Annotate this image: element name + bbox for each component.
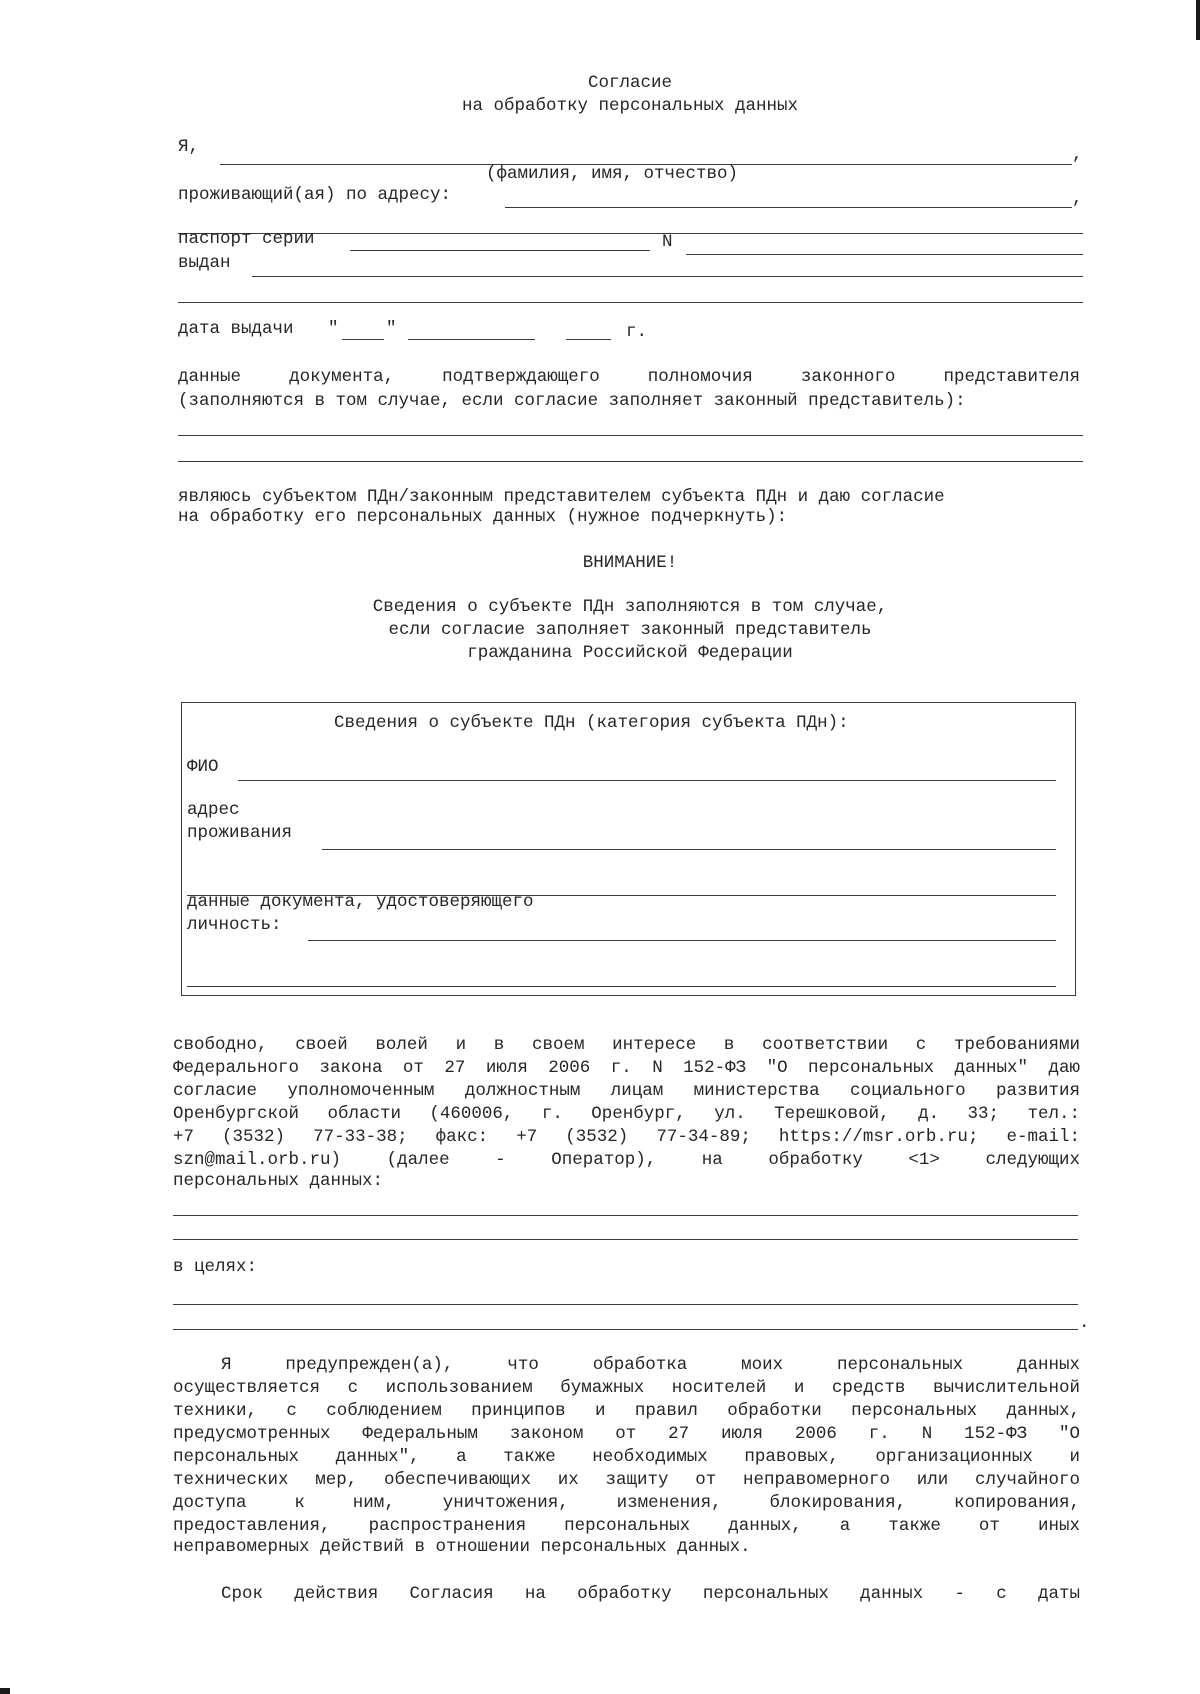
- subject-statement-line-1: являюсь субъектом ПДн/законным представителем субъекта ПДн и даю согласие: [178, 487, 945, 507]
- consent-line-2: Федерального закона от 27 июля 2006 г. N 152-ФЗ "О персональных данных" даю: [173, 1058, 1080, 1078]
- consent-line-1: свободно, своей волей и в своем интересе в соответствии с требованиями: [173, 1035, 1080, 1055]
- subject-address-label-2: проживания: [187, 823, 293, 843]
- representative-line-b[interactable]: [178, 461, 1083, 462]
- year-suffix: г.: [626, 322, 648, 342]
- i-label: Я,: [178, 137, 200, 157]
- warning-line-6: технических мер, обеспечивающих их защиту от неправомерного или случайного: [173, 1470, 1080, 1490]
- quote-open: ": [328, 319, 339, 339]
- subject-address-label-1: адрес: [187, 800, 240, 820]
- period: .: [1079, 1313, 1090, 1333]
- purpose-label: в целях:: [173, 1257, 258, 1277]
- warning-line-4: предусмотренных Федеральным законом от 27 июля 2006 г. N 152-ФЗ "О: [173, 1424, 1080, 1444]
- scan-edge-mark: [0, 1688, 10, 1694]
- attention-line-3: гражданина Российской Федерации: [467, 643, 793, 663]
- passport-number-line[interactable]: [686, 254, 1083, 255]
- issued-line-2[interactable]: [178, 302, 1083, 303]
- consent-line-5: +7 (3532) 77-33-38; факс: +7 (3532) 77-34-89; https://msr.orb.ru; e-mail:: [173, 1127, 1080, 1147]
- representative-line-a[interactable]: [178, 435, 1083, 436]
- issue-month-line[interactable]: [408, 339, 535, 340]
- warning-line-8: предоставления, распространения персональных данных, а также от иных: [173, 1516, 1080, 1536]
- comma: ,: [1072, 145, 1083, 165]
- issue-day-line[interactable]: [342, 339, 384, 340]
- quote-close: ": [386, 319, 397, 339]
- warning-line-7: доступа к ним, уничтожения, изменения, блокирования, копирования,: [173, 1493, 1080, 1513]
- issue-year-line[interactable]: [566, 339, 611, 340]
- subject-statement-line-2: на обработку его персональных данных (нужное подчеркнуть):: [178, 507, 788, 527]
- subject-address-line-1[interactable]: [322, 849, 1056, 850]
- address-label: проживающий(ая) по адресу:: [178, 185, 452, 205]
- subject-box-title: Сведения о субъекте ПДн (категория субъекта ПДн):: [334, 713, 849, 733]
- subject-document-label-2: личность:: [187, 915, 282, 935]
- warning-line-3: техники, с соблюдением принципов и правил обработки персональных данных,: [173, 1401, 1080, 1421]
- attention-line-1: Сведения о субъекте ПДн заполняются в том случае,: [372, 597, 888, 617]
- attention-title: ВНИМАНИЕ!: [582, 553, 678, 573]
- issued-label: выдан: [178, 253, 231, 273]
- document-title: Согласие: [587, 73, 672, 93]
- number-label: N: [662, 232, 673, 252]
- subject-document-label-1: данные документа, удостоверяющего: [187, 892, 534, 912]
- consent-last-line: персональных данных:: [173, 1171, 384, 1191]
- comma: ,: [1072, 189, 1083, 209]
- document-subtitle: на обработку персональных данных: [461, 96, 799, 116]
- validity-line: Срок действия Согласия на обработку персональных данных - с даты: [221, 1584, 1080, 1604]
- consent-line-6: szn@mail.orb.ru) (далее - Оператор), на обработку <1> следующих: [173, 1150, 1080, 1170]
- consent-line-3: согласие уполномоченным должностным лицам министерства социального развития: [173, 1081, 1080, 1101]
- consent-line-4: Оренбургской области (460006, г. Оренбург, ул. Терешковой, д. 33; тел.:: [173, 1104, 1080, 1124]
- purpose-line-2[interactable]: [173, 1329, 1078, 1330]
- passport-series-label: паспорт серии: [178, 229, 315, 249]
- personal-data-line-1[interactable]: [173, 1215, 1078, 1216]
- address-line-1[interactable]: [505, 207, 1072, 208]
- fio-caption: (фамилия, имя, отчество): [486, 164, 739, 184]
- warning-line-5: персональных данных", а также необходимых правовых, организационных и: [173, 1447, 1080, 1467]
- representative-line-1: данные документа, подтверждающего полномочия законного представителя: [178, 367, 1080, 387]
- personal-data-line-2[interactable]: [173, 1239, 1078, 1240]
- issue-date-label: дата выдачи: [178, 319, 294, 339]
- subject-fio-line[interactable]: [238, 780, 1056, 781]
- attention-line-2: если согласие заполняет законный представитель: [388, 620, 872, 640]
- purpose-line-1[interactable]: [173, 1304, 1078, 1305]
- representative-line-2: (заполняются в том случае, если согласие заполняет законный представитель):: [178, 391, 966, 411]
- subject-document-line-1[interactable]: [308, 940, 1056, 941]
- warning-line-2: осуществляется с использованием бумажных носителей и средств вычислительной: [173, 1378, 1080, 1398]
- scan-edge-mark: [1196, 0, 1200, 40]
- warning-line-1: Я предупрежден(а), что обработка моих персональных данных: [221, 1355, 1080, 1375]
- warning-last-line: неправомерных действий в отношении персональных данных.: [173, 1537, 751, 1557]
- subject-fio-label: ФИО: [187, 757, 219, 777]
- issued-line-1[interactable]: [252, 276, 1083, 277]
- passport-series-line[interactable]: [350, 250, 650, 251]
- subject-document-line-2[interactable]: [187, 986, 1056, 987]
